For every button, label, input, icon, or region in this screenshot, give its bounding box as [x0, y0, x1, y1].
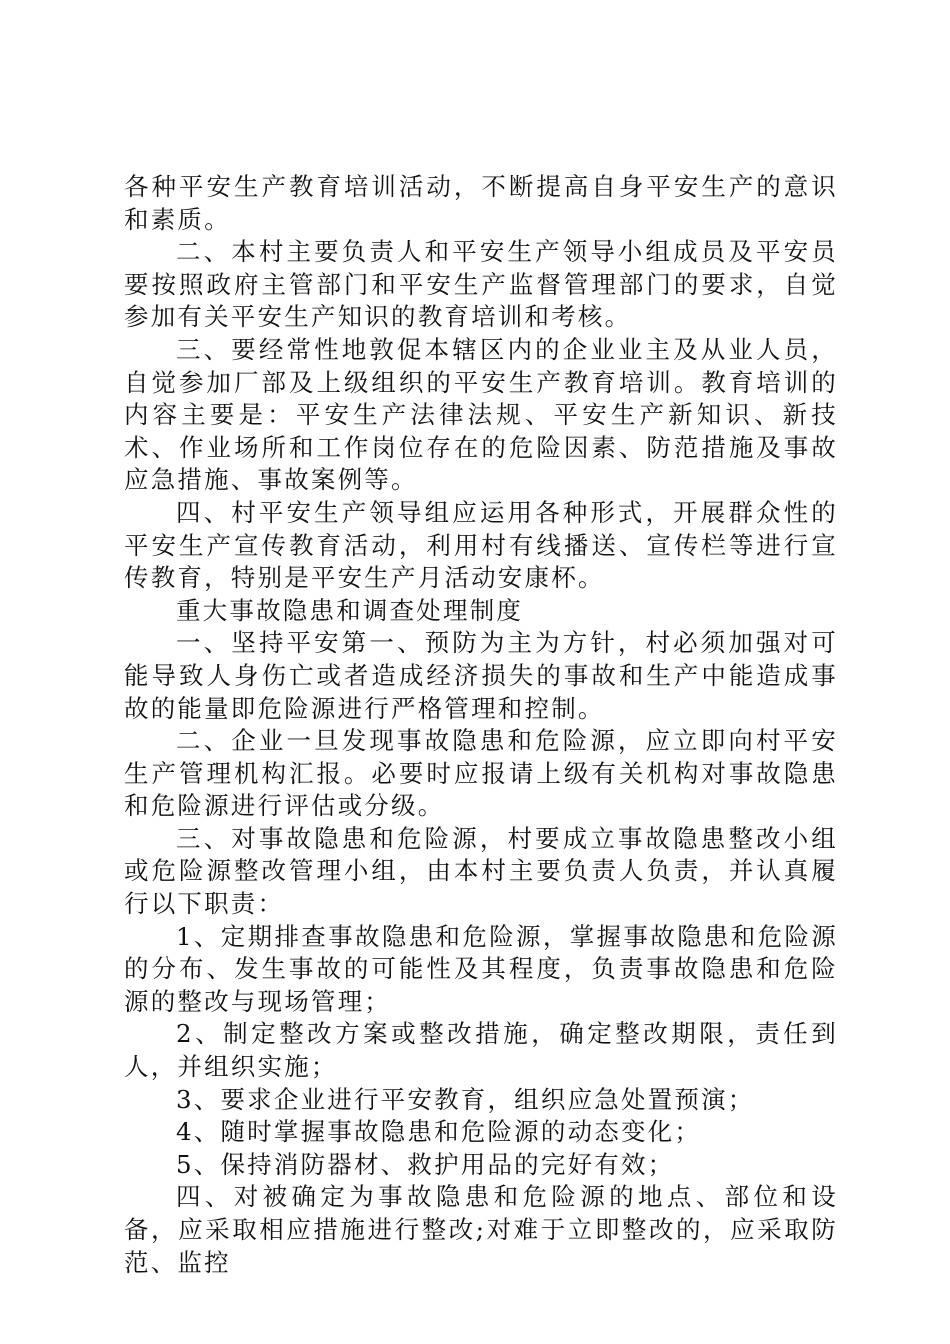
list-item-5: 5、保持消防器材、救护用品的完好有效；	[176, 1149, 675, 1179]
paragraph-item-3: 三、要经常性地敦促本辖区内的企业业主及从业人员，自觉参加厂部及上级组织的平安生产教育培训。教育培训的内容主要是：平安生产法律法规、平安生产新知识、新技术、作业场所和工作岗位存在的危险因素、防范措施及事故应急措施、事故案例等。	[124, 334, 838, 495]
section-heading: 重大事故隐患和调查处理制度	[176, 595, 524, 625]
list-item-2: 2、制定整改方案或整改措施，确定整改期限，责任到人，并组织实施；	[124, 1019, 838, 1082]
paragraph-item-4: 四、对被确定为事故隐患和危险源的地点、部位和设备，应采取相应措施进行整改;对难于立即整改的，应采取防范、监控	[124, 1182, 838, 1277]
paragraph-item-3: 三、对事故隐患和危险源，村要成立事故隐患整改小组或危险源整改管理小组，由本村主要负责人负责，并认真履行以下职责：	[124, 823, 838, 919]
list-item-1: 1、定期排查事故隐患和危险源，掌握事故隐患和危险源的分布、发生事故的可能性及其程度，负责事故隐患和危险源的整改与现场管理；	[124, 921, 838, 1016]
list-item-3: 3、要求企业进行平安教育，组织应急处置预演；	[176, 1084, 755, 1114]
document-body	[124, 171, 838, 1279]
paragraph-item-1: 一、坚持平安第一、预防为主为方针，村必须加强对可能导致人身伤亡或者造成经济损失的事故和生产中能造成事故的能量即危险源进行严格管理和控制。	[124, 628, 838, 723]
paragraph-item-2: 二、企业一旦发现事故隐患和危险源，应立即向村平安生产管理机构汇报。必要时应报请上级有关机构对事故隐患和危险源进行评估或分级。	[124, 726, 838, 821]
paragraph-item-2: 二、本村主要负责人和平安生产领导小组成员及平安员要按照政府主管部门和平安生产监督管理部门的要求，自觉参加有关平安生产知识的教育培训和考核。	[124, 237, 838, 332]
list-item-4: 4、随时掌握事故隐患和危险源的动态变化；	[176, 1117, 702, 1147]
paragraph-item-4: 四、村平安生产领导组应运用各种形式，开展群众性的平安生产宣传教育活动，利用村有线播送、宣传栏等进行宣传教育，特别是平安生产月活动安康杯。	[124, 497, 838, 593]
paragraph-continuation: 各种平安生产教育培训活动，不断提高自身平安生产的意识和素质。	[124, 172, 838, 234]
